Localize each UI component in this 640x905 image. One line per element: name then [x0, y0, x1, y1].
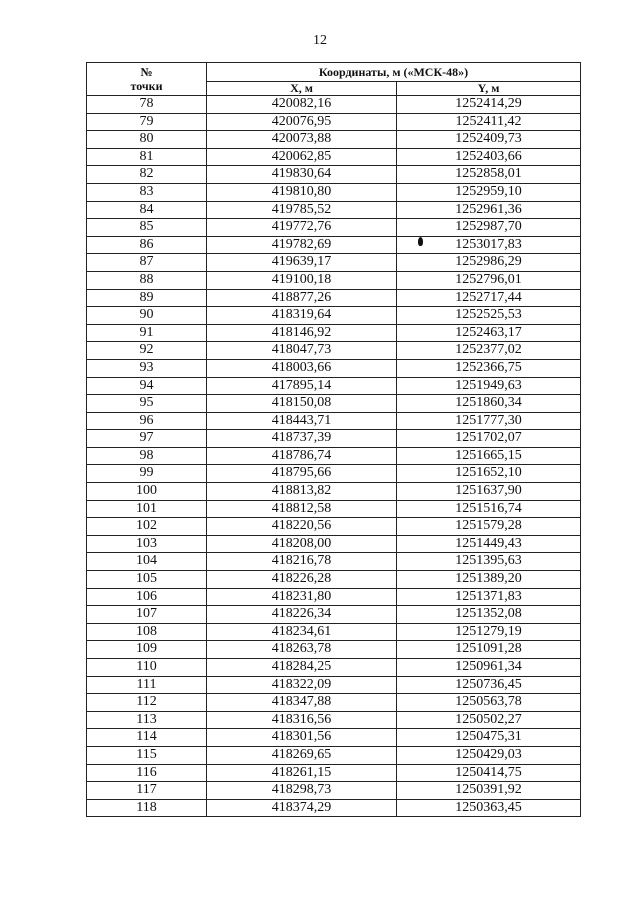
x-coordinate-cell: 418298,73	[207, 782, 397, 800]
y-coordinate-cell: 1250475,31	[397, 729, 581, 747]
x-coordinate-cell: 418226,28	[207, 571, 397, 589]
y-coordinate-cell: 1252986,29	[397, 254, 581, 272]
table-row	[87, 131, 581, 149]
y-coordinate-cell: 1251949,63	[397, 377, 581, 395]
x-coordinate-cell: 418347,88	[207, 694, 397, 712]
table-row	[87, 254, 581, 272]
table-row	[87, 535, 581, 553]
y-coordinate-cell: 1252959,10	[397, 183, 581, 201]
y-coordinate-cell: 1252414,29	[397, 96, 581, 114]
x-coordinate-cell: 418786,74	[207, 447, 397, 465]
point-number-cell: 92	[87, 342, 207, 360]
point-number-cell: 89	[87, 289, 207, 307]
table-row	[87, 782, 581, 800]
y-coordinate-cell: 1251395,63	[397, 553, 581, 571]
point-number-cell: 83	[87, 183, 207, 201]
table-row	[87, 764, 581, 782]
x-coordinate-cell: 420082,16	[207, 96, 397, 114]
table-row	[87, 201, 581, 219]
table-row	[87, 447, 581, 465]
table-row	[87, 465, 581, 483]
x-coordinate-cell: 418812,58	[207, 500, 397, 518]
point-number-cell: 105	[87, 571, 207, 589]
x-coordinate-cell: 418284,25	[207, 659, 397, 677]
point-number-cell: 116	[87, 764, 207, 782]
x-coordinate-cell: 418216,78	[207, 553, 397, 571]
y-coordinate-cell: 1251652,10	[397, 465, 581, 483]
y-coordinate-cell: 1251279,19	[397, 623, 581, 641]
point-number-cell: 117	[87, 782, 207, 800]
x-coordinate-cell: 418003,66	[207, 359, 397, 377]
x-coordinate-cell: 419830,64	[207, 166, 397, 184]
y-coordinate-cell: 1252858,01	[397, 166, 581, 184]
y-coordinate-cell: 1251371,83	[397, 588, 581, 606]
point-number-cell: 87	[87, 254, 207, 272]
x-coordinate-cell: 418319,64	[207, 307, 397, 325]
table-row	[87, 606, 581, 624]
x-coordinate-cell: 419639,17	[207, 254, 397, 272]
table-row	[87, 729, 581, 747]
y-coordinate-cell: 1252961,36	[397, 201, 581, 219]
x-coordinate-cell: 418301,56	[207, 729, 397, 747]
table-row	[87, 430, 581, 448]
point-number-cell: 109	[87, 641, 207, 659]
x-coordinate-cell: 418261,15	[207, 764, 397, 782]
table-row	[87, 236, 581, 254]
point-number-cell: 112	[87, 694, 207, 712]
y-coordinate-cell: 1251091,28	[397, 641, 581, 659]
y-coordinate-cell: 1250363,45	[397, 799, 581, 817]
y-coordinate-cell: 1252409,73	[397, 131, 581, 149]
point-number-cell: 118	[87, 799, 207, 817]
y-coordinate-cell: 1252717,44	[397, 289, 581, 307]
point-number-cell: 95	[87, 395, 207, 413]
table-row	[87, 659, 581, 677]
y-coordinate-cell: 1250502,27	[397, 711, 581, 729]
x-coordinate-cell: 419100,18	[207, 271, 397, 289]
x-coordinate-cell: 420076,95	[207, 113, 397, 131]
x-coordinate-cell: 418877,26	[207, 289, 397, 307]
point-number-cell: 107	[87, 606, 207, 624]
point-number-cell: 110	[87, 659, 207, 677]
y-coordinate-cell: 1250391,92	[397, 782, 581, 800]
y-coordinate-cell: 1251860,34	[397, 395, 581, 413]
point-number-cell: 94	[87, 377, 207, 395]
point-number-cell: 114	[87, 729, 207, 747]
table-row	[87, 148, 581, 166]
y-coordinate-cell: 1251389,20	[397, 571, 581, 589]
table-row	[87, 271, 581, 289]
point-number-cell: 86	[87, 236, 207, 254]
point-number-cell: 104	[87, 553, 207, 571]
point-number-cell: 103	[87, 535, 207, 553]
y-coordinate-cell: 1251352,08	[397, 606, 581, 624]
point-number-cell: 96	[87, 412, 207, 430]
point-number-cell: 113	[87, 711, 207, 729]
table-body	[87, 96, 581, 817]
page-number: 12	[313, 33, 327, 48]
point-number-cell: 108	[87, 623, 207, 641]
y-coordinate-cell: 1250563,78	[397, 694, 581, 712]
table-row	[87, 377, 581, 395]
header-point-number-label: № точки	[130, 65, 163, 93]
header-coordinates: Координаты, м («МСК-48»)	[207, 63, 581, 82]
coordinates-table	[86, 62, 581, 817]
x-coordinate-cell: 420062,85	[207, 148, 397, 166]
x-coordinate-cell: 418813,82	[207, 483, 397, 501]
x-coordinate-cell: 418374,29	[207, 799, 397, 817]
point-number-cell: 78	[87, 96, 207, 114]
y-coordinate-cell: 1252377,02	[397, 342, 581, 360]
y-coordinate-cell: 1250414,75	[397, 764, 581, 782]
table-row	[87, 289, 581, 307]
point-number-cell: 90	[87, 307, 207, 325]
table-row	[87, 219, 581, 237]
table-row	[87, 483, 581, 501]
table-row	[87, 324, 581, 342]
point-number-cell: 84	[87, 201, 207, 219]
x-coordinate-cell: 418208,00	[207, 535, 397, 553]
table-row	[87, 641, 581, 659]
ink-mark	[418, 237, 423, 246]
point-number-cell: 81	[87, 148, 207, 166]
table-row	[87, 571, 581, 589]
x-coordinate-cell: 419782,69	[207, 236, 397, 254]
point-number-cell: 99	[87, 465, 207, 483]
y-coordinate-cell: 1252525,53	[397, 307, 581, 325]
point-number-cell: 80	[87, 131, 207, 149]
y-coordinate-cell: 1251449,43	[397, 535, 581, 553]
x-coordinate-cell: 418263,78	[207, 641, 397, 659]
table-row	[87, 553, 581, 571]
table-row	[87, 711, 581, 729]
table-row	[87, 500, 581, 518]
table-row	[87, 746, 581, 764]
x-coordinate-cell: 418146,92	[207, 324, 397, 342]
y-coordinate-cell: 1251637,90	[397, 483, 581, 501]
header-y: Y, м	[397, 82, 581, 96]
point-number-cell: 79	[87, 113, 207, 131]
y-coordinate-cell: 1250429,03	[397, 746, 581, 764]
table-row	[87, 183, 581, 201]
table-row	[87, 412, 581, 430]
table-row	[87, 359, 581, 377]
point-number-cell: 101	[87, 500, 207, 518]
y-coordinate-cell: 1251777,30	[397, 412, 581, 430]
point-number-cell: 102	[87, 518, 207, 536]
x-coordinate-cell: 418443,71	[207, 412, 397, 430]
x-coordinate-cell: 418322,09	[207, 676, 397, 694]
y-coordinate-cell: 1252796,01	[397, 271, 581, 289]
table-row	[87, 588, 581, 606]
x-coordinate-cell: 418316,56	[207, 711, 397, 729]
point-number-cell: 106	[87, 588, 207, 606]
x-coordinate-cell: 418231,80	[207, 588, 397, 606]
point-number-cell: 111	[87, 676, 207, 694]
point-number-cell: 97	[87, 430, 207, 448]
y-coordinate-cell: 1251665,15	[397, 447, 581, 465]
header-point-number	[87, 63, 207, 96]
x-coordinate-cell: 418269,65	[207, 746, 397, 764]
y-coordinate-cell: 1252403,66	[397, 148, 581, 166]
point-number-cell: 100	[87, 483, 207, 501]
table-row	[87, 166, 581, 184]
y-coordinate-cell: 1253017,83	[397, 236, 581, 254]
y-coordinate-cell: 1250736,45	[397, 676, 581, 694]
x-coordinate-cell: 418150,08	[207, 395, 397, 413]
table-row	[87, 96, 581, 114]
x-coordinate-cell: 418047,73	[207, 342, 397, 360]
y-coordinate-cell: 1250961,34	[397, 659, 581, 677]
x-coordinate-cell: 418737,39	[207, 430, 397, 448]
table-row	[87, 623, 581, 641]
y-coordinate-cell: 1252987,70	[397, 219, 581, 237]
table-row	[87, 307, 581, 325]
table-row	[87, 799, 581, 817]
y-coordinate-cell: 1252411,42	[397, 113, 581, 131]
y-coordinate-cell: 1251516,74	[397, 500, 581, 518]
point-number-cell: 82	[87, 166, 207, 184]
y-coordinate-cell: 1251702,07	[397, 430, 581, 448]
table-row	[87, 694, 581, 712]
table-row	[87, 395, 581, 413]
point-number-cell: 115	[87, 746, 207, 764]
table-row	[87, 518, 581, 536]
x-coordinate-cell: 419810,80	[207, 183, 397, 201]
point-number-cell: 93	[87, 359, 207, 377]
x-coordinate-cell: 418795,66	[207, 465, 397, 483]
table-row	[87, 342, 581, 360]
x-coordinate-cell: 419785,52	[207, 201, 397, 219]
x-coordinate-cell: 417895,14	[207, 377, 397, 395]
x-coordinate-cell: 418226,34	[207, 606, 397, 624]
x-coordinate-cell: 418220,56	[207, 518, 397, 536]
y-coordinate-cell: 1252366,75	[397, 359, 581, 377]
header-x: X, м	[207, 82, 397, 96]
x-coordinate-cell: 418234,61	[207, 623, 397, 641]
point-number-cell: 88	[87, 271, 207, 289]
point-number-cell: 85	[87, 219, 207, 237]
x-coordinate-cell: 420073,88	[207, 131, 397, 149]
point-number-cell: 98	[87, 447, 207, 465]
y-coordinate-cell: 1252463,17	[397, 324, 581, 342]
table-row	[87, 113, 581, 131]
y-coordinate-cell: 1251579,28	[397, 518, 581, 536]
table-row	[87, 676, 581, 694]
point-number-cell: 91	[87, 324, 207, 342]
x-coordinate-cell: 419772,76	[207, 219, 397, 237]
